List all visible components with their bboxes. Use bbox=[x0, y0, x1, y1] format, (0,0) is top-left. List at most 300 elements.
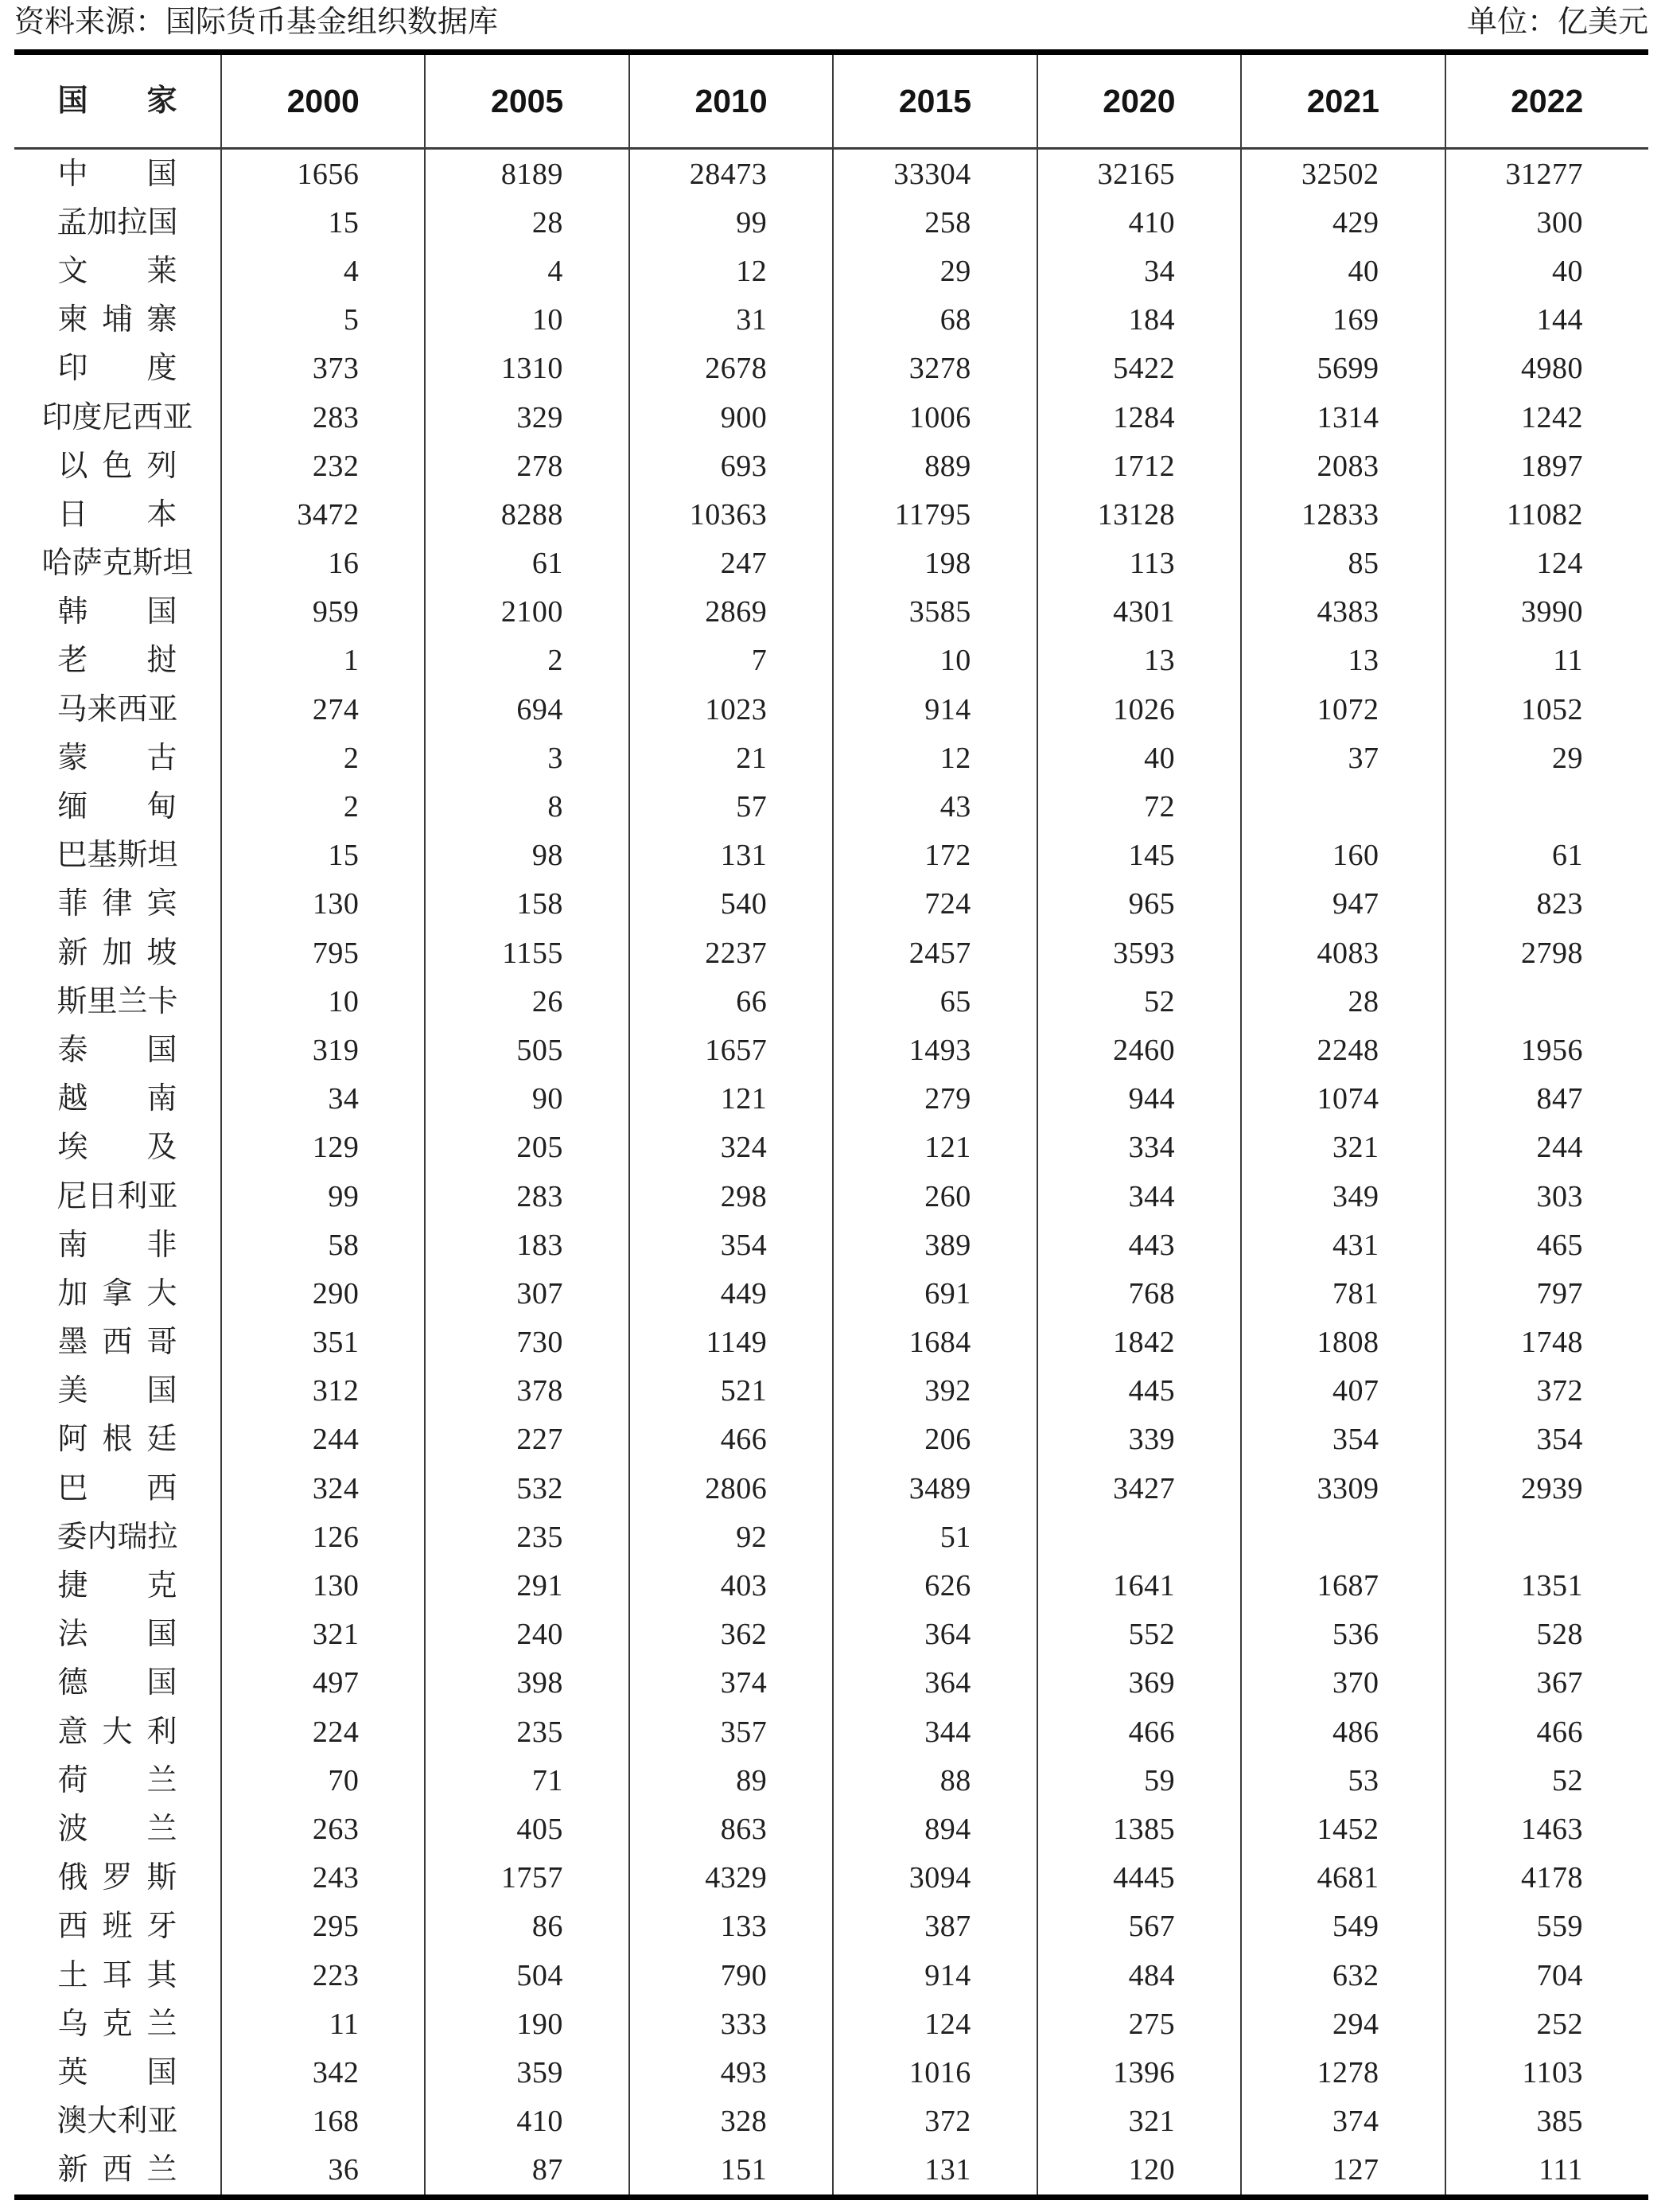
country-name: 以 色 列 bbox=[57, 449, 177, 483]
country-cell bbox=[14, 1708, 220, 1756]
value-cell: 278 bbox=[424, 442, 628, 490]
country-cell bbox=[14, 734, 220, 782]
country-cell bbox=[14, 345, 220, 393]
unit-note: 单位：亿美元 bbox=[1466, 6, 1648, 39]
value-cell: 704 bbox=[1445, 1951, 1648, 2000]
country-cell bbox=[14, 296, 220, 345]
table-row bbox=[14, 2146, 1648, 2194]
value-cell: 405 bbox=[424, 1805, 628, 1853]
country-name: 巴 西 bbox=[57, 1471, 177, 1505]
country-cell bbox=[14, 198, 220, 247]
value-cell bbox=[1445, 782, 1648, 831]
header-cell-year-2020: 2020 bbox=[1037, 55, 1240, 147]
value-cell: 2678 bbox=[628, 345, 832, 393]
value-cell: 354 bbox=[1240, 1416, 1444, 1464]
country-name: 中 国 bbox=[57, 157, 177, 191]
value-cell bbox=[1037, 1513, 1240, 1561]
value-cell: 8189 bbox=[424, 150, 628, 198]
country-cell bbox=[14, 2048, 220, 2097]
value-cell: 113 bbox=[1037, 539, 1240, 588]
value-cell: 4980 bbox=[1445, 345, 1648, 393]
value-cell: 445 bbox=[1037, 1367, 1240, 1416]
value-cell: 11082 bbox=[1445, 490, 1648, 539]
value-cell: 889 bbox=[832, 442, 1036, 490]
value-cell: 290 bbox=[220, 1269, 424, 1318]
value-cell: 392 bbox=[832, 1367, 1036, 1416]
value-cell: 781 bbox=[1240, 1269, 1444, 1318]
value-cell: 279 bbox=[832, 1075, 1036, 1124]
value-cell: 61 bbox=[1445, 831, 1648, 880]
value-cell: 1748 bbox=[1445, 1318, 1648, 1367]
value-cell: 120 bbox=[1037, 2146, 1240, 2194]
value-cell: 965 bbox=[1037, 880, 1240, 929]
value-cell: 13128 bbox=[1037, 490, 1240, 539]
table-row bbox=[14, 880, 1648, 929]
value-cell: 190 bbox=[424, 2000, 628, 2048]
value-cell: 407 bbox=[1240, 1367, 1444, 1416]
table-row bbox=[14, 150, 1648, 198]
value-cell: 260 bbox=[832, 1172, 1036, 1221]
value-cell: 1641 bbox=[1037, 1561, 1240, 1610]
country-name: 韩 国 bbox=[57, 595, 177, 629]
country-name: 印 度 尼 西 亚 bbox=[41, 400, 193, 434]
value-cell: 31 bbox=[628, 296, 832, 345]
value-cell: 321 bbox=[1240, 1124, 1444, 1172]
country-name: 加 拿 大 bbox=[57, 1276, 177, 1310]
value-cell: 847 bbox=[1445, 1075, 1648, 1124]
value-cell: 1 bbox=[220, 637, 424, 685]
value-cell: 8288 bbox=[424, 490, 628, 539]
value-cell: 28473 bbox=[628, 150, 832, 198]
value-cell: 497 bbox=[220, 1659, 424, 1708]
country-name: 西 班 牙 bbox=[57, 1910, 177, 1944]
country-cell bbox=[14, 782, 220, 831]
value-cell: 33304 bbox=[832, 150, 1036, 198]
value-cell: 466 bbox=[1445, 1708, 1648, 1756]
country-name: 缅 甸 bbox=[57, 790, 177, 824]
value-cell: 947 bbox=[1240, 880, 1444, 929]
country-name: 新 西 兰 bbox=[57, 2153, 177, 2187]
value-cell: 914 bbox=[832, 1951, 1036, 2000]
value-cell: 465 bbox=[1445, 1221, 1648, 1269]
value-cell: 99 bbox=[220, 1172, 424, 1221]
value-cell: 359 bbox=[424, 2048, 628, 2097]
value-cell: 536 bbox=[1240, 1610, 1444, 1659]
value-cell: 364 bbox=[832, 1659, 1036, 1708]
value-cell: 58 bbox=[220, 1221, 424, 1269]
value-cell: 521 bbox=[628, 1367, 832, 1416]
country-cell bbox=[14, 588, 220, 637]
value-cell: 4 bbox=[220, 247, 424, 295]
value-cell: 344 bbox=[1037, 1172, 1240, 1221]
value-cell: 70 bbox=[220, 1756, 424, 1805]
value-cell: 72 bbox=[1037, 782, 1240, 831]
header-cell-country bbox=[14, 55, 220, 147]
value-cell: 1897 bbox=[1445, 442, 1648, 490]
value-cell: 1314 bbox=[1240, 393, 1444, 442]
value-cell: 28 bbox=[424, 198, 628, 247]
value-cell: 2869 bbox=[628, 588, 832, 637]
table-row bbox=[14, 1756, 1648, 1805]
value-cell: 88 bbox=[832, 1756, 1036, 1805]
value-cell: 1074 bbox=[1240, 1075, 1444, 1124]
value-cell: 172 bbox=[832, 831, 1036, 880]
value-cell: 130 bbox=[220, 880, 424, 929]
value-cell: 258 bbox=[832, 198, 1036, 247]
value-cell: 3489 bbox=[832, 1464, 1036, 1513]
table-row bbox=[14, 1124, 1648, 1172]
value-cell: 68 bbox=[832, 296, 1036, 345]
value-cell: 1149 bbox=[628, 1318, 832, 1367]
value-cell: 3309 bbox=[1240, 1464, 1444, 1513]
header-cell-year-2022: 2022 bbox=[1445, 55, 1648, 147]
value-cell: 3585 bbox=[832, 588, 1036, 637]
value-cell: 1956 bbox=[1445, 1026, 1648, 1074]
country-name: 菲 律 宾 bbox=[57, 887, 177, 921]
country-cell bbox=[14, 1172, 220, 1221]
value-cell: 2939 bbox=[1445, 1464, 1648, 1513]
value-cell: 235 bbox=[424, 1513, 628, 1561]
value-cell: 11 bbox=[220, 2000, 424, 2048]
value-cell: 3593 bbox=[1037, 929, 1240, 977]
value-cell: 1310 bbox=[424, 345, 628, 393]
value-cell: 2237 bbox=[628, 929, 832, 977]
value-cell: 15 bbox=[220, 198, 424, 247]
value-cell: 4301 bbox=[1037, 588, 1240, 637]
value-cell: 283 bbox=[220, 393, 424, 442]
value-cell: 5699 bbox=[1240, 345, 1444, 393]
value-cell: 90 bbox=[424, 1075, 628, 1124]
country-cell bbox=[14, 1951, 220, 2000]
value-cell: 71 bbox=[424, 1756, 628, 1805]
value-cell: 2457 bbox=[832, 929, 1036, 977]
value-cell: 321 bbox=[1037, 2097, 1240, 2146]
table-row bbox=[14, 1561, 1648, 1610]
value-cell: 169 bbox=[1240, 296, 1444, 345]
country-name: 美 国 bbox=[57, 1374, 177, 1408]
value-cell: 349 bbox=[1240, 1172, 1444, 1221]
country-name: 荷 兰 bbox=[57, 1763, 177, 1797]
value-cell: 328 bbox=[628, 2097, 832, 2146]
value-cell: 40 bbox=[1240, 247, 1444, 295]
country-cell bbox=[14, 247, 220, 295]
value-cell: 3427 bbox=[1037, 1464, 1240, 1513]
value-cell: 321 bbox=[220, 1610, 424, 1659]
value-cell: 34 bbox=[1037, 247, 1240, 295]
value-cell: 274 bbox=[220, 685, 424, 734]
value-cell: 1385 bbox=[1037, 1805, 1240, 1853]
value-cell: 5422 bbox=[1037, 345, 1240, 393]
header-cell-year-2021: 2021 bbox=[1240, 55, 1444, 147]
value-cell: 364 bbox=[832, 1610, 1036, 1659]
value-cell: 2 bbox=[424, 637, 628, 685]
value-cell: 232 bbox=[220, 442, 424, 490]
value-cell: 129 bbox=[220, 1124, 424, 1172]
value-cell bbox=[1240, 1513, 1444, 1561]
value-cell: 160 bbox=[1240, 831, 1444, 880]
country-name: 新 加 坡 bbox=[57, 936, 177, 970]
value-cell: 32165 bbox=[1037, 150, 1240, 198]
value-cell: 1808 bbox=[1240, 1318, 1444, 1367]
value-cell: 339 bbox=[1037, 1416, 1240, 1464]
value-cell: 87 bbox=[424, 2146, 628, 2194]
country-cell bbox=[14, 490, 220, 539]
table-row bbox=[14, 2048, 1648, 2097]
country-cell bbox=[14, 685, 220, 734]
country-name: 英 国 bbox=[57, 2055, 177, 2089]
value-cell: 198 bbox=[832, 539, 1036, 588]
value-cell: 730 bbox=[424, 1318, 628, 1367]
country-cell bbox=[14, 1756, 220, 1805]
value-cell: 1284 bbox=[1037, 393, 1240, 442]
value-cell: 3990 bbox=[1445, 588, 1648, 637]
value-cell: 29 bbox=[832, 247, 1036, 295]
value-cell: 3278 bbox=[832, 345, 1036, 393]
country-name: 乌 克 兰 bbox=[57, 2007, 177, 2041]
value-cell: 312 bbox=[220, 1367, 424, 1416]
value-cell: 505 bbox=[424, 1026, 628, 1074]
value-cell: 378 bbox=[424, 1367, 628, 1416]
value-cell: 133 bbox=[628, 1902, 832, 1951]
value-cell: 823 bbox=[1445, 880, 1648, 929]
value-cell: 486 bbox=[1240, 1708, 1444, 1756]
table-row bbox=[14, 296, 1648, 345]
table-row bbox=[14, 2000, 1648, 2048]
value-cell: 1396 bbox=[1037, 2048, 1240, 2097]
value-cell: 294 bbox=[1240, 2000, 1444, 2048]
table-row bbox=[14, 782, 1648, 831]
value-cell bbox=[1445, 977, 1648, 1026]
value-cell: 29 bbox=[1445, 734, 1648, 782]
value-cell: 387 bbox=[832, 1902, 1036, 1951]
value-cell: 319 bbox=[220, 1026, 424, 1074]
table-row bbox=[14, 1708, 1648, 1756]
country-cell bbox=[14, 2000, 220, 2048]
table-body bbox=[14, 150, 1648, 2194]
value-cell: 151 bbox=[628, 2146, 832, 2194]
value-cell: 124 bbox=[832, 2000, 1036, 2048]
value-cell: 3094 bbox=[832, 1854, 1036, 1902]
value-cell: 59 bbox=[1037, 1756, 1240, 1805]
value-cell: 466 bbox=[628, 1416, 832, 1464]
table-row bbox=[14, 198, 1648, 247]
value-cell: 1072 bbox=[1240, 685, 1444, 734]
value-cell: 2 bbox=[220, 782, 424, 831]
value-cell: 344 bbox=[832, 1708, 1036, 1756]
value-cell: 227 bbox=[424, 1416, 628, 1464]
value-cell: 540 bbox=[628, 880, 832, 929]
value-cell: 53 bbox=[1240, 1756, 1444, 1805]
value-cell: 26 bbox=[424, 977, 628, 1026]
country-cell bbox=[14, 1221, 220, 1269]
value-cell: 127 bbox=[1240, 2146, 1444, 2194]
value-cell: 354 bbox=[628, 1221, 832, 1269]
country-name: 澳 大 利 亚 bbox=[56, 2105, 178, 2139]
country-cell bbox=[14, 150, 220, 198]
country-cell bbox=[14, 1610, 220, 1659]
table-row bbox=[14, 490, 1648, 539]
country-cell bbox=[14, 2146, 220, 2194]
value-cell: 8 bbox=[424, 782, 628, 831]
country-name: 尼 日 利 亚 bbox=[56, 1179, 178, 1213]
value-cell: 351 bbox=[220, 1318, 424, 1367]
value-cell: 2083 bbox=[1240, 442, 1444, 490]
value-cell: 324 bbox=[628, 1124, 832, 1172]
value-cell: 275 bbox=[1037, 2000, 1240, 2048]
value-cell: 1278 bbox=[1240, 2048, 1444, 2097]
country-name: 南 非 bbox=[57, 1228, 177, 1262]
value-cell bbox=[1240, 782, 1444, 831]
value-cell: 52 bbox=[1445, 1756, 1648, 1805]
value-cell: 894 bbox=[832, 1805, 1036, 1853]
value-cell: 1712 bbox=[1037, 442, 1240, 490]
value-cell: 532 bbox=[424, 1464, 628, 1513]
table-row bbox=[14, 1513, 1648, 1561]
value-cell: 1026 bbox=[1037, 685, 1240, 734]
value-cell: 12 bbox=[628, 247, 832, 295]
country-cell bbox=[14, 1561, 220, 1610]
table-row bbox=[14, 977, 1648, 1026]
value-cell: 354 bbox=[1445, 1416, 1648, 1464]
value-cell: 303 bbox=[1445, 1172, 1648, 1221]
table-row bbox=[14, 539, 1648, 588]
value-cell: 252 bbox=[1445, 2000, 1648, 2048]
table-row bbox=[14, 442, 1648, 490]
value-cell: 768 bbox=[1037, 1269, 1240, 1318]
value-cell: 626 bbox=[832, 1561, 1036, 1610]
value-cell: 324 bbox=[220, 1464, 424, 1513]
table-row bbox=[14, 1464, 1648, 1513]
value-cell: 1493 bbox=[832, 1026, 1036, 1074]
value-cell: 40 bbox=[1037, 734, 1240, 782]
value-cell: 443 bbox=[1037, 1221, 1240, 1269]
value-cell: 32502 bbox=[1240, 150, 1444, 198]
table-row bbox=[14, 831, 1648, 880]
value-cell: 385 bbox=[1445, 2097, 1648, 2146]
value-cell: 43 bbox=[832, 782, 1036, 831]
value-cell: 12 bbox=[832, 734, 1036, 782]
value-cell bbox=[1445, 1513, 1648, 1561]
table-row bbox=[14, 1416, 1648, 1464]
value-cell: 559 bbox=[1445, 1902, 1648, 1951]
country-cell bbox=[14, 1318, 220, 1367]
value-cell: 1006 bbox=[832, 393, 1036, 442]
value-cell: 37 bbox=[1240, 734, 1444, 782]
country-name: 巴 基 斯 坦 bbox=[56, 839, 178, 873]
country-cell bbox=[14, 539, 220, 588]
country-cell bbox=[14, 637, 220, 685]
value-cell: 13 bbox=[1240, 637, 1444, 685]
country-cell bbox=[14, 393, 220, 442]
value-cell: 863 bbox=[628, 1805, 832, 1853]
value-cell: 900 bbox=[628, 393, 832, 442]
value-cell: 410 bbox=[424, 2097, 628, 2146]
value-cell: 4383 bbox=[1240, 588, 1444, 637]
header-cell-year-2015: 2015 bbox=[832, 55, 1036, 147]
value-cell: 4 bbox=[424, 247, 628, 295]
country-name: 法 国 bbox=[57, 1618, 177, 1652]
value-cell: 374 bbox=[1240, 2097, 1444, 2146]
country-name: 波 兰 bbox=[57, 1812, 177, 1846]
country-name: 越 南 bbox=[57, 1082, 177, 1116]
country-name: 日 本 bbox=[57, 497, 177, 532]
value-cell: 16 bbox=[220, 539, 424, 588]
table-row bbox=[14, 929, 1648, 977]
value-cell: 334 bbox=[1037, 1124, 1240, 1172]
value-cell: 126 bbox=[220, 1513, 424, 1561]
value-cell: 124 bbox=[1445, 539, 1648, 588]
value-cell: 389 bbox=[832, 1221, 1036, 1269]
table-row bbox=[14, 1854, 1648, 1902]
value-cell: 89 bbox=[628, 1756, 832, 1805]
value-cell: 1656 bbox=[220, 150, 424, 198]
value-cell: 959 bbox=[220, 588, 424, 637]
value-cell: 34 bbox=[220, 1075, 424, 1124]
value-cell: 121 bbox=[832, 1124, 1036, 1172]
country-name: 阿 根 廷 bbox=[57, 1423, 177, 1457]
source-note: 资料来源：国际货币基金组织数据库 bbox=[14, 6, 499, 39]
value-cell: 528 bbox=[1445, 1610, 1648, 1659]
value-cell: 224 bbox=[220, 1708, 424, 1756]
value-cell: 4083 bbox=[1240, 929, 1444, 977]
country-name: 德 国 bbox=[57, 1666, 177, 1700]
value-cell: 61 bbox=[424, 539, 628, 588]
country-name: 老 挝 bbox=[57, 644, 177, 678]
value-cell: 98 bbox=[424, 831, 628, 880]
value-cell: 131 bbox=[628, 831, 832, 880]
value-cell: 121 bbox=[628, 1075, 832, 1124]
value-cell: 1463 bbox=[1445, 1805, 1648, 1853]
country-name: 蒙 古 bbox=[57, 741, 177, 775]
value-cell: 944 bbox=[1037, 1075, 1240, 1124]
value-cell: 431 bbox=[1240, 1221, 1444, 1269]
value-cell: 36 bbox=[220, 2146, 424, 2194]
value-cell: 21 bbox=[628, 734, 832, 782]
table-row bbox=[14, 393, 1648, 442]
table-row bbox=[14, 1172, 1648, 1221]
value-cell: 552 bbox=[1037, 1610, 1240, 1659]
country-name: 孟 加 拉 国 bbox=[56, 205, 178, 240]
value-cell: 1757 bbox=[424, 1854, 628, 1902]
table-row bbox=[14, 1610, 1648, 1659]
value-cell: 1452 bbox=[1240, 1805, 1444, 1853]
value-cell: 693 bbox=[628, 442, 832, 490]
value-cell: 2 bbox=[220, 734, 424, 782]
value-cell: 1052 bbox=[1445, 685, 1648, 734]
value-cell: 15 bbox=[220, 831, 424, 880]
value-cell: 369 bbox=[1037, 1659, 1240, 1708]
value-cell: 466 bbox=[1037, 1708, 1240, 1756]
value-cell: 333 bbox=[628, 2000, 832, 2048]
value-cell: 1684 bbox=[832, 1318, 1036, 1367]
value-cell: 632 bbox=[1240, 1951, 1444, 2000]
country-cell bbox=[14, 1026, 220, 1074]
value-cell: 291 bbox=[424, 1561, 628, 1610]
value-cell: 184 bbox=[1037, 296, 1240, 345]
value-cell: 86 bbox=[424, 1902, 628, 1951]
value-cell: 549 bbox=[1240, 1902, 1444, 1951]
value-cell: 2460 bbox=[1037, 1026, 1240, 1074]
value-cell: 244 bbox=[220, 1416, 424, 1464]
value-cell: 12833 bbox=[1240, 490, 1444, 539]
country-cell bbox=[14, 1805, 220, 1853]
value-cell: 2100 bbox=[424, 588, 628, 637]
value-cell: 342 bbox=[220, 2048, 424, 2097]
value-cell: 367 bbox=[1445, 1659, 1648, 1708]
value-cell: 398 bbox=[424, 1659, 628, 1708]
value-cell: 1842 bbox=[1037, 1318, 1240, 1367]
value-cell: 205 bbox=[424, 1124, 628, 1172]
